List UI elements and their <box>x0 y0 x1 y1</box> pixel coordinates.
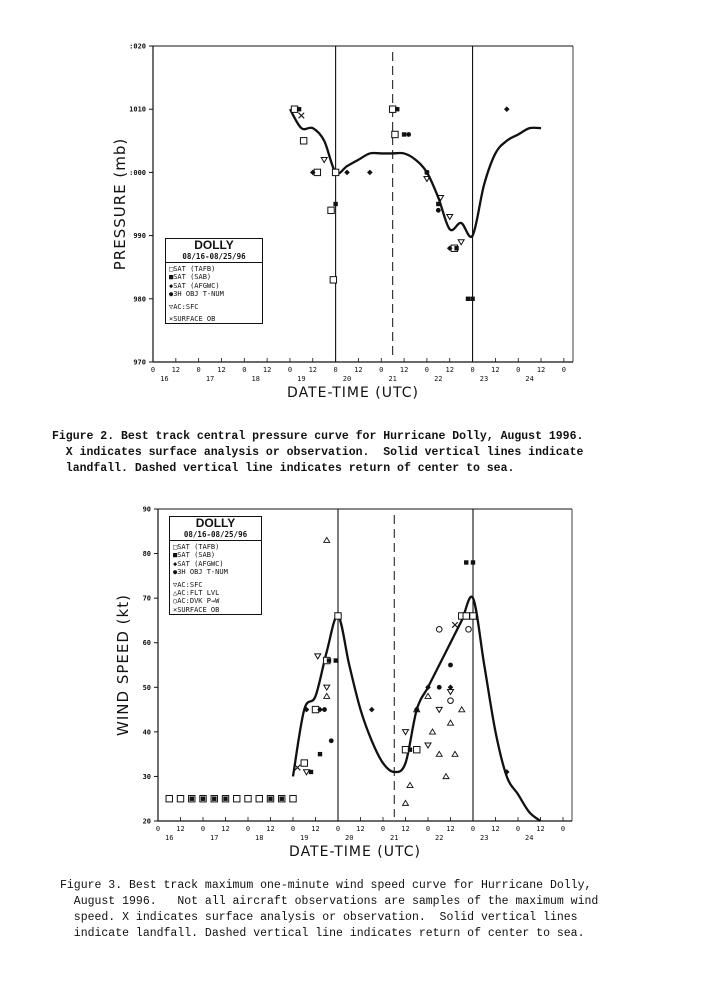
sab-square <box>297 107 301 111</box>
caption-line: Figure 2. Best track central pressure curve for Hurricane Dolly, August 1996. <box>52 430 584 443</box>
tafb-square <box>245 796 251 802</box>
x-tick-day: 16 <box>165 834 174 842</box>
legend-item: ▽AC:SFC <box>173 580 203 589</box>
caption-line: speed. X indicates surface analysis or observation. Solid vertical lines <box>60 911 578 924</box>
legend-dates: 08/16-08/25/96 <box>170 530 261 541</box>
sab-square <box>471 560 475 564</box>
tafb-square <box>291 106 297 112</box>
marker-sat-sab- <box>297 107 301 111</box>
tafb-square <box>389 106 395 112</box>
y-tick-label: 990 <box>133 232 146 241</box>
y-axis-title: WIND SPEED (kt) <box>114 594 132 736</box>
marker-sat-tafb- <box>414 746 420 752</box>
y-axis-title: PRESSURE (mb) <box>111 137 129 271</box>
marker-surface-ob <box>452 622 458 628</box>
tafb-square <box>234 796 240 802</box>
legend-title: DOLLY <box>194 238 234 252</box>
x-tick-day: 21 <box>390 834 399 842</box>
x-axis-title: DATE-TIME (UTC) <box>289 844 421 860</box>
marker-ac-flt-lvl <box>430 729 436 734</box>
marker-sat-sab- <box>201 797 205 801</box>
marker-sat-afgwc- <box>367 170 373 176</box>
legend-item: △AC:FLT LVL <box>173 589 220 598</box>
x-tick-day: 24 <box>525 375 534 383</box>
marker-surface-ob <box>299 113 305 119</box>
sab-square <box>395 107 399 111</box>
marker-ac-dvk-p-w <box>436 627 442 633</box>
marker-ac-sfc <box>315 654 321 659</box>
marker-sat-tafb- <box>166 796 172 802</box>
x-tick-hour: 0 <box>333 366 338 374</box>
x-tick-day: 17 <box>210 834 219 842</box>
marker-sat-sab- <box>408 747 412 751</box>
tafb-square <box>470 613 476 619</box>
tafb-square <box>330 277 336 283</box>
ac-flt-triangle <box>407 783 413 788</box>
x-tick-day: 20 <box>342 375 352 383</box>
x-tick-day: 23 <box>480 834 489 842</box>
marker-sat-sab- <box>454 246 458 250</box>
legend-item: □SAT (TAFB) <box>173 543 220 551</box>
marker-sat-afgwc- <box>344 170 350 176</box>
caption-line: August 1996. Not all aircraft observations are samples of the maximum wind <box>60 895 599 908</box>
x-tick-hour: 0 <box>516 366 521 374</box>
marker-3h-obj-t-num <box>436 208 441 213</box>
marker-3h-obj-t-num <box>448 663 453 668</box>
tafb-square <box>300 138 306 144</box>
marker-3h-obj-t-num <box>322 707 327 712</box>
marker-sat-sab- <box>402 132 406 136</box>
marker-sat-sab- <box>212 797 216 801</box>
sab-square <box>327 658 331 662</box>
marker-sat-sab- <box>436 202 440 206</box>
x-tick-hour: 0 <box>470 366 475 374</box>
ac-flt-triangle <box>452 751 458 756</box>
marker-ac-flt-lvl <box>459 707 465 712</box>
legend-item: ●3H OBJ T-NUM <box>173 568 228 577</box>
legend-item: ×SURFACE OB <box>169 315 216 324</box>
figure-2-caption <box>52 429 583 477</box>
legend-item: ●3H OBJ T-NUM <box>169 290 224 299</box>
x-axis-title: DATE-TIME (UTC) <box>287 385 419 401</box>
ac-sfc-triangle <box>425 743 431 748</box>
marker-ac-sfc <box>403 730 409 735</box>
ac-dvk-circle <box>448 698 454 704</box>
tnum-dot <box>436 208 441 213</box>
x-tick-day: 18 <box>251 375 260 383</box>
marker-sat-tafb- <box>389 106 395 112</box>
legend-item: ×SURFACE OB <box>173 605 220 614</box>
caption-line: landfall. Dashed vertical line indicates return of center to sea. <box>52 462 515 475</box>
tafb-square <box>328 207 334 213</box>
x-tick-hour: 0 <box>379 366 384 374</box>
tafb-square <box>414 746 420 752</box>
ac-sfc-triangle <box>324 685 330 690</box>
marker-ac-sfc <box>447 214 453 219</box>
best-track-curve <box>290 109 541 237</box>
wind-legend <box>169 516 262 615</box>
marker-sat-tafb- <box>392 131 398 137</box>
tafb-square <box>290 796 296 802</box>
x-tick-hour: 0 <box>150 366 156 374</box>
sab-square <box>454 246 458 250</box>
sab-square <box>190 797 194 801</box>
marker-ac-flt-lvl <box>425 693 431 698</box>
x-tick-hour: 0 <box>470 825 476 833</box>
marker-3h-obj-t-num <box>425 170 430 175</box>
ac-dvk-circle <box>436 627 442 633</box>
marker-sat-tafb- <box>470 613 476 619</box>
ac-flt-triangle <box>324 537 330 542</box>
marker-ac-flt-lvl <box>443 774 449 779</box>
ac-sfc-triangle <box>321 158 327 163</box>
marker-3h-obj-t-num <box>437 685 442 690</box>
x-tick-hour: 12 <box>266 825 275 833</box>
x-tick-day: 22 <box>435 834 444 842</box>
ac-sfc-triangle <box>304 770 310 775</box>
marker-sat-sab- <box>395 107 399 111</box>
marker-sat-tafb- <box>177 796 183 802</box>
marker-sat-tafb- <box>300 138 306 144</box>
marker-sat-tafb- <box>290 796 296 802</box>
sab-square <box>466 297 470 301</box>
ac-flt-triangle <box>436 751 442 756</box>
x-tick-hour: 12 <box>445 366 454 374</box>
marker-ac-sfc <box>324 685 330 690</box>
x-tick-hour: 0 <box>200 825 206 833</box>
marker-sat-tafb- <box>328 207 334 213</box>
marker-surface-ob <box>295 765 301 771</box>
marker-sat-sab- <box>464 560 468 564</box>
marker-sat-sab- <box>333 202 337 206</box>
x-tick-hour: 12 <box>536 825 545 833</box>
x-tick-hour: 12 <box>217 366 226 374</box>
sab-square <box>408 747 412 751</box>
marker-sat-sab- <box>334 658 338 662</box>
x-tick-hour: 0 <box>155 825 161 833</box>
y-tick-label: 80 <box>142 550 151 559</box>
y-tick-label: 30 <box>142 772 151 781</box>
legend-item: ■SAT (SAB) <box>169 273 212 282</box>
marker-sat-tafb- <box>402 746 408 752</box>
marker-sat-sab- <box>466 297 470 301</box>
marker-ac-flt-lvl <box>448 720 454 725</box>
afgwc-diamond <box>369 707 375 713</box>
marker-ac-sfc <box>425 743 431 748</box>
legend-item: ◆SAT (AFGWC) <box>169 281 220 290</box>
x-tick-hour: 12 <box>176 825 185 833</box>
marker-ac-flt-lvl <box>407 783 413 788</box>
legend-item: ▽AC:SFC <box>169 302 199 311</box>
tafb-square <box>392 131 398 137</box>
x-tick-day: 23 <box>479 375 489 383</box>
x-tick-hour: 12 <box>308 366 318 374</box>
marker-ac-flt-lvl <box>324 693 330 698</box>
y-tick-label: 70 <box>142 594 151 603</box>
y-tick-label: 90 <box>142 505 151 514</box>
ac-flt-triangle <box>443 774 449 779</box>
tnum-dot <box>322 707 327 712</box>
x-tick-day: 22 <box>434 375 443 383</box>
marker-sat-tafb- <box>234 796 240 802</box>
ac-sfc-triangle <box>424 177 430 182</box>
tnum-dot <box>425 170 430 175</box>
marker-sat-sab- <box>318 752 322 756</box>
marker-ac-sfc <box>458 240 464 245</box>
marker-ac-dvk-p-w <box>448 698 454 704</box>
x-tick-hour: 0 <box>561 366 566 374</box>
marker-sat-sab- <box>471 560 475 564</box>
afgwc-diamond <box>344 170 350 176</box>
marker-sat-tafb- <box>330 277 336 283</box>
surface-ob-x <box>299 113 305 119</box>
ac-sfc-triangle <box>447 214 453 219</box>
x-tick-hour: 12 <box>536 366 546 374</box>
marker-sat-tafb- <box>332 169 338 175</box>
x-tick-hour: 12 <box>491 825 500 833</box>
x-tick-day: 16 <box>160 375 169 383</box>
ac-sfc-triangle <box>458 240 464 245</box>
marker-3h-obj-t-num <box>329 738 334 743</box>
marker-ac-flt-lvl <box>403 800 409 805</box>
legend-item: ◆SAT (AFGWC) <box>173 559 224 568</box>
y-tick-label: 60 <box>142 639 151 648</box>
marker-ac-dvk-p-w <box>466 627 472 633</box>
tafb-square <box>463 613 469 619</box>
ac-sfc-triangle <box>436 707 442 712</box>
sab-square <box>280 797 284 801</box>
x-tick-hour: 12 <box>356 825 365 833</box>
marker-ac-sfc <box>321 158 327 163</box>
marker-ac-sfc <box>304 770 310 775</box>
marker-sat-sab- <box>280 797 284 801</box>
x-tick-hour: 12 <box>401 825 410 833</box>
ac-sfc-triangle <box>403 730 409 735</box>
ac-sfc-triangle <box>448 690 454 695</box>
marker-3h-obj-t-num <box>406 132 411 137</box>
sab-square <box>436 202 440 206</box>
marker-sat-tafb- <box>291 106 297 112</box>
x-tick-day: 21 <box>388 375 397 383</box>
ac-flt-triangle <box>403 800 409 805</box>
x-tick-day: 18 <box>255 834 264 842</box>
x-tick-hour: 0 <box>515 825 521 833</box>
y-tick-label: 980 <box>133 295 146 304</box>
tafb-square <box>256 796 262 802</box>
afgwc-diamond <box>367 170 373 176</box>
marker-sat-tafb- <box>256 796 262 802</box>
y-tick-label: 50 <box>142 683 151 692</box>
tnum-dot <box>406 132 411 137</box>
x-tick-hour: 12 <box>262 366 272 374</box>
tnum-dot <box>448 663 453 668</box>
caption-line: X indicates surface analysis or observation. Solid vertical lines indicate <box>52 446 584 459</box>
ac-dvk-circle <box>466 627 472 633</box>
surface-ob-x <box>295 765 301 771</box>
marker-sat-tafb- <box>301 760 307 766</box>
y-tick-label: 970 <box>133 358 146 367</box>
legend-dates: 08/16-08/25/96 <box>166 252 262 263</box>
sab-square <box>318 752 322 756</box>
tafb-square <box>301 760 307 766</box>
sab-square <box>470 297 474 301</box>
afgwc-diamond <box>504 106 510 112</box>
tafb-square <box>177 796 183 802</box>
ac-flt-triangle <box>448 720 454 725</box>
legend-item: □SAT (TAFB) <box>169 265 216 273</box>
tnum-dot <box>437 685 442 690</box>
x-tick-hour: 12 <box>354 366 363 374</box>
x-tick-day: 24 <box>525 834 534 842</box>
sab-square <box>333 202 337 206</box>
y-tick-label: 20 <box>142 817 151 826</box>
x-tick-hour: 0 <box>560 825 566 833</box>
tafb-square <box>402 746 408 752</box>
marker-ac-flt-lvl <box>436 751 442 756</box>
x-tick-hour: 12 <box>446 825 455 833</box>
marker-sat-sab- <box>190 797 194 801</box>
y-tick-label: :000 <box>129 168 146 177</box>
marker-sat-sab- <box>470 297 474 301</box>
x-tick-hour: 12 <box>491 366 500 374</box>
marker-ac-sfc <box>424 177 430 182</box>
tafb-square <box>332 169 338 175</box>
x-tick-hour: 12 <box>221 825 230 833</box>
sab-square <box>201 797 205 801</box>
marker-ac-flt-lvl <box>452 751 458 756</box>
x-tick-hour: 0 <box>290 825 296 833</box>
sab-square <box>212 797 216 801</box>
pressure-legend <box>165 238 263 324</box>
x-tick-hour: 0 <box>425 825 431 833</box>
x-tick-hour: 0 <box>245 825 251 833</box>
ac-flt-triangle <box>425 693 431 698</box>
y-tick-label: 1010 <box>129 105 146 114</box>
sab-square <box>223 797 227 801</box>
x-tick-hour: 0 <box>287 366 293 374</box>
tafb-square <box>335 613 341 619</box>
y-tick-label: 40 <box>142 728 151 737</box>
marker-sat-tafb- <box>245 796 251 802</box>
sab-square <box>334 658 338 662</box>
x-tick-day: 19 <box>297 375 306 383</box>
marker-sat-afgwc- <box>504 106 510 112</box>
marker-sat-afgwc- <box>369 707 375 713</box>
marker-sat-sab- <box>268 797 272 801</box>
marker-sat-sab- <box>327 658 331 662</box>
marker-sat-tafb- <box>335 613 341 619</box>
surface-ob-x <box>452 622 458 628</box>
sab-square <box>268 797 272 801</box>
pressure-chart <box>0 0 726 420</box>
legend-item: ■SAT (SAB) <box>173 551 216 560</box>
x-tick-hour: 12 <box>399 366 409 374</box>
sab-square <box>402 132 406 136</box>
marker-ac-sfc <box>436 707 442 712</box>
figure-3-caption <box>60 878 598 942</box>
x-tick-day: 19 <box>300 834 309 842</box>
x-tick-hour: 0 <box>380 825 386 833</box>
y-tick-label: :020 <box>129 42 146 51</box>
marker-sat-sab- <box>223 797 227 801</box>
x-tick-day: 20 <box>345 834 354 842</box>
legend-item: ○AC:DVK P→W <box>173 597 220 606</box>
x-tick-hour: 0 <box>424 366 430 374</box>
x-tick-hour: 0 <box>196 366 201 374</box>
caption-line: Figure 3. Best track maximum one-minute wind speed curve for Hurricane Dolly, <box>60 879 592 892</box>
tafb-square <box>166 796 172 802</box>
ac-flt-triangle <box>459 707 465 712</box>
ac-flt-triangle <box>324 693 330 698</box>
caption-line: indicate landfall. Dashed vertical line indicates return of center to sea. <box>60 927 585 940</box>
legend-title: DOLLY <box>195 516 236 530</box>
ac-flt-triangle <box>430 729 436 734</box>
x-tick-hour: 12 <box>171 366 181 374</box>
wind-speed-chart <box>0 420 726 880</box>
marker-sat-tafb- <box>463 613 469 619</box>
tnum-dot <box>329 738 334 743</box>
ac-sfc-triangle <box>315 654 321 659</box>
x-tick-hour: 0 <box>242 366 247 374</box>
marker-ac-sfc <box>448 690 454 695</box>
x-tick-hour: 12 <box>311 825 320 833</box>
x-tick-hour: 0 <box>335 825 341 833</box>
marker-ac-flt-lvl <box>324 537 330 542</box>
sab-square <box>464 560 468 564</box>
x-tick-day: 17 <box>205 375 215 383</box>
